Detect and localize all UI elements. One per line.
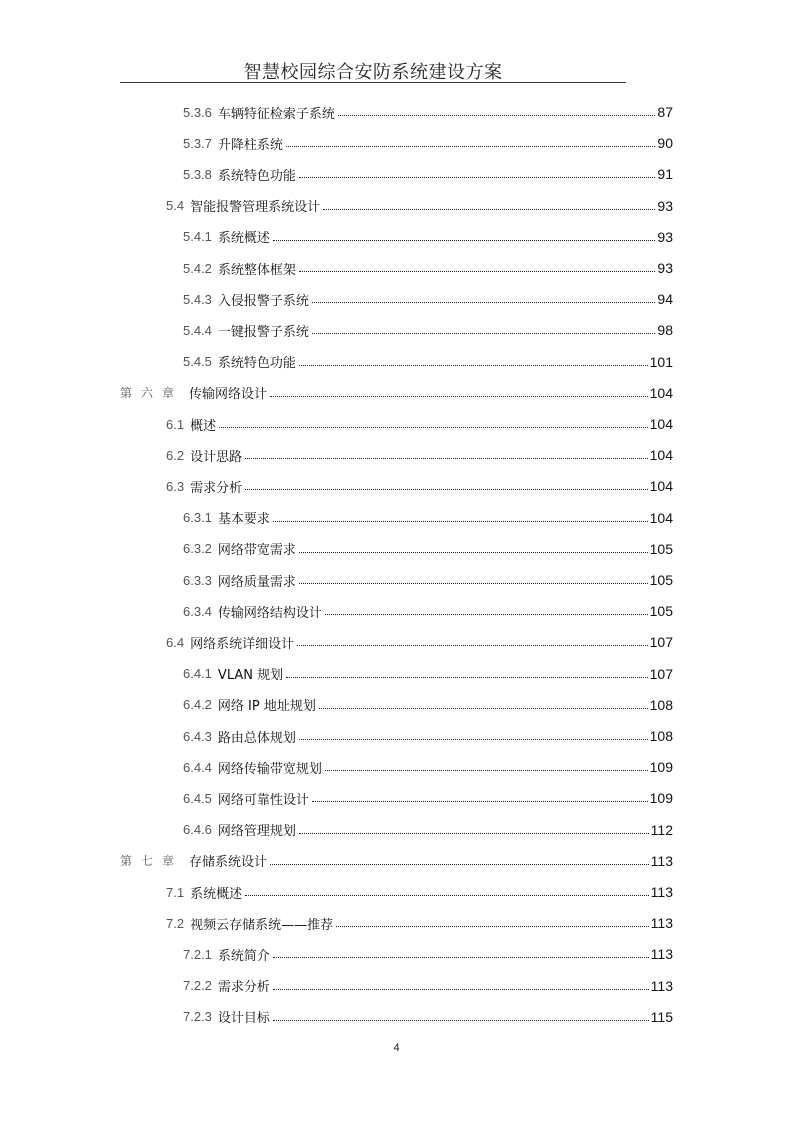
toc-entry-title: 传输网络结构设计 xyxy=(217,605,322,621)
toc-dot-leader xyxy=(299,177,655,178)
toc-entry-number: 第七章 xyxy=(120,854,184,869)
toc-dot-leader xyxy=(312,333,655,334)
toc-entry-page: 91 xyxy=(657,166,673,183)
toc-entry-page: 104 xyxy=(649,384,673,401)
toc-entry-page: 113 xyxy=(650,977,673,994)
toc-entry-title: 传输网络设计 xyxy=(189,387,268,403)
toc-dot-leader xyxy=(319,708,648,709)
toc-entry-number: 5.3.7 xyxy=(183,135,212,151)
toc-entry[interactable] xyxy=(183,352,673,372)
toc-entry[interactable] xyxy=(183,820,673,840)
toc-entry[interactable] xyxy=(183,695,673,715)
toc-entry-title: 系统概述 xyxy=(190,886,243,902)
toc-entry[interactable] xyxy=(183,258,673,278)
toc-entry[interactable] xyxy=(166,196,673,216)
toc-dot-leader xyxy=(286,146,655,147)
toc-entry-page: 93 xyxy=(657,260,673,276)
toc-entry-title: 网络 IP 地址规划 xyxy=(217,699,316,715)
toc-entry-page: 104 xyxy=(649,416,673,432)
toc-entry-number: 6.3.1 xyxy=(183,510,212,526)
toc-entry-title: 网络传输带宽规划 xyxy=(217,761,322,777)
toc-entry-title: 需求分析 xyxy=(217,980,270,996)
toc-dot-leader xyxy=(299,739,648,740)
toc-entry-title: 智能报警管理系统设计 xyxy=(190,200,321,216)
toc-entry-number: 6.3 xyxy=(166,478,185,494)
toc-dot-leader xyxy=(273,521,648,522)
toc-entry-page: 107 xyxy=(649,634,673,651)
page-header-title: 智慧校园综合安防系统建设方案 xyxy=(243,62,503,83)
toc-entry-number: 7.2.1 xyxy=(183,946,212,962)
toc-entry[interactable] xyxy=(183,788,673,808)
toc-entry[interactable] xyxy=(166,476,673,496)
toc-entry-number: 7.1 xyxy=(166,884,185,900)
toc-entry-title: 网络带宽需求 xyxy=(217,543,296,559)
toc-entry-page: 104 xyxy=(649,478,673,495)
toc-entry-number: 6.4.4 xyxy=(183,759,212,775)
toc-entry-page: 94 xyxy=(657,291,673,308)
toc-dot-leader xyxy=(270,864,649,865)
toc-entry[interactable] xyxy=(166,414,673,434)
toc-entry-page: 90 xyxy=(657,135,673,152)
toc-entry-title: 网络管理规划 xyxy=(217,824,296,840)
toc-dot-leader xyxy=(336,926,649,927)
toc-entry-page: 112 xyxy=(650,821,673,838)
toc-dot-leader xyxy=(245,458,648,459)
toc-entry-page: 113 xyxy=(650,946,673,963)
toc-entry-title: 网络可靠性设计 xyxy=(217,792,309,808)
toc-entry[interactable] xyxy=(120,851,673,871)
toc-dot-leader xyxy=(299,552,648,553)
toc-entry-title: 车辆特征检索子系统 xyxy=(217,106,335,122)
toc-dot-leader xyxy=(323,209,655,210)
toc-entry[interactable] xyxy=(183,976,673,996)
toc-entry-title: 升降柱系统 xyxy=(217,137,283,153)
toc-dot-leader xyxy=(219,427,648,428)
toc-entry-number: 6.4.5 xyxy=(183,790,212,806)
toc-entry-number: 6.4.1 xyxy=(183,666,212,682)
toc-dot-leader xyxy=(297,645,648,646)
toc-dot-leader xyxy=(299,365,648,366)
toc-entry-number: 6.3.2 xyxy=(183,541,212,557)
toc-entry-number: 6.4 xyxy=(166,634,185,650)
toc-entry[interactable] xyxy=(183,944,673,964)
toc-entry-title: 网络系统详细设计 xyxy=(190,636,295,652)
toc-entry-number: 5.4.1 xyxy=(183,229,212,245)
toc-entry-title: 系统整体框架 xyxy=(217,262,296,278)
toc-entry[interactable] xyxy=(166,632,673,652)
toc-entry[interactable] xyxy=(183,757,673,777)
toc-dot-leader xyxy=(273,989,649,990)
toc-entry-page: 93 xyxy=(657,197,673,214)
toc-entry-number: 6.3.3 xyxy=(183,572,212,588)
toc-entry[interactable] xyxy=(183,102,673,122)
toc-dot-leader xyxy=(312,801,648,802)
toc-entry-number: 第六章 xyxy=(120,386,184,401)
toc-entry-number: 6.4.6 xyxy=(183,822,212,838)
toc-dot-leader xyxy=(245,489,648,490)
toc-entry-page: 93 xyxy=(657,228,673,245)
toc-entry-page: 98 xyxy=(657,322,673,339)
toc-dot-leader xyxy=(338,115,655,116)
toc-entry-page: 109 xyxy=(649,759,673,776)
toc-entry-number: 6.1 xyxy=(166,416,185,432)
toc-entry-title: 系统概述 xyxy=(217,231,270,247)
toc-entry[interactable] xyxy=(183,726,673,746)
toc-dot-leader xyxy=(325,770,648,771)
toc-entry-number: 5.4.2 xyxy=(183,260,212,276)
toc-entry-number: 5.4.5 xyxy=(183,354,212,370)
toc-entry-title: 视频云存储系统——推荐 xyxy=(190,917,334,933)
toc-dot-leader xyxy=(245,895,649,896)
toc-entry-page: 105 xyxy=(649,603,673,620)
toc-entry-page: 87 xyxy=(657,104,673,120)
toc-entry-page: 115 xyxy=(650,1008,673,1025)
toc-entry-number: 7.2.3 xyxy=(183,1009,212,1025)
toc-entry-number: 6.3.4 xyxy=(183,603,212,619)
toc-entry[interactable] xyxy=(183,164,673,184)
toc-entry-page: 105 xyxy=(649,572,673,588)
toc-entry[interactable] xyxy=(183,664,673,684)
toc-entry-title: 系统简介 xyxy=(217,948,270,964)
toc-entry-title: 需求分析 xyxy=(190,480,243,496)
toc-entry[interactable] xyxy=(183,1007,673,1027)
toc-entry-title: 一键报警子系统 xyxy=(217,324,309,340)
toc-entry[interactable] xyxy=(183,601,673,621)
toc-entry-number: 6.2 xyxy=(166,447,185,463)
toc-entry-number: 5.3.8 xyxy=(183,166,212,182)
toc-entry-number: 6.4.3 xyxy=(183,728,212,744)
toc-entry-title: 路由总体规划 xyxy=(217,730,296,746)
toc-entry-title: 基本要求 xyxy=(217,512,270,528)
toc-entry-title: 存储系统设计 xyxy=(189,855,268,871)
toc-entry-page: 113 xyxy=(650,852,673,869)
toc-entry-number: 6.4.2 xyxy=(183,697,212,713)
toc-entry-page: 104 xyxy=(649,509,673,526)
toc-entry-number: 5.4.3 xyxy=(183,291,212,307)
toc-entry-page: 101 xyxy=(649,353,673,370)
toc-dot-leader xyxy=(273,957,649,958)
toc-dot-leader xyxy=(286,677,648,678)
toc-dot-leader xyxy=(312,302,655,303)
toc-entry[interactable] xyxy=(183,570,673,590)
toc-entry-number: 5.4.4 xyxy=(183,322,212,338)
toc-entry-page: 107 xyxy=(649,665,673,682)
toc-entry-page: 113 xyxy=(650,884,673,900)
toc-entry-page: 108 xyxy=(649,696,673,713)
toc-entry[interactable] xyxy=(120,383,673,403)
toc-entry-number: 5.4 xyxy=(166,198,185,214)
toc-dot-leader xyxy=(299,833,649,834)
toc-dot-leader xyxy=(299,271,655,272)
toc-entry-page: 113 xyxy=(650,915,673,932)
toc-dot-leader xyxy=(273,1020,649,1021)
toc-entry[interactable] xyxy=(183,320,673,340)
toc-entry[interactable] xyxy=(183,133,673,153)
toc-entry-number: 7.2 xyxy=(166,915,185,931)
toc-entry-title: 系统特色功能 xyxy=(217,168,296,184)
toc-entry-page: 105 xyxy=(649,540,673,557)
toc-dot-leader xyxy=(273,240,655,241)
toc-entry-number: 7.2.2 xyxy=(183,978,212,994)
toc-entry-title: 入侵报警子系统 xyxy=(217,293,309,309)
toc-entry-title: VLAN 规划 xyxy=(217,668,284,684)
toc-dot-leader xyxy=(325,614,648,615)
toc-dot-leader xyxy=(270,396,648,397)
toc-entry[interactable] xyxy=(183,289,673,309)
toc-entry[interactable] xyxy=(183,539,673,559)
toc-entry-page: 108 xyxy=(649,728,673,744)
toc-entry-number: 5.3.6 xyxy=(183,104,212,120)
toc-dot-leader xyxy=(299,583,648,584)
toc-entry[interactable] xyxy=(166,882,673,902)
toc-entry-page: 109 xyxy=(649,790,673,807)
toc-entry-title: 系统特色功能 xyxy=(217,356,296,372)
toc-entry[interactable] xyxy=(166,913,673,933)
toc-entry-title: 概述 xyxy=(190,418,217,434)
toc-entry-title: 网络质量需求 xyxy=(217,574,296,590)
toc-entry-title: 设计思路 xyxy=(190,449,243,465)
toc-entry-title: 设计目标 xyxy=(217,1011,270,1027)
toc-entry[interactable] xyxy=(183,227,673,247)
toc-entry[interactable] xyxy=(183,508,673,528)
toc-entry[interactable] xyxy=(166,445,673,465)
page-number: 4 xyxy=(393,1042,400,1054)
toc-entry-page: 104 xyxy=(649,447,673,464)
